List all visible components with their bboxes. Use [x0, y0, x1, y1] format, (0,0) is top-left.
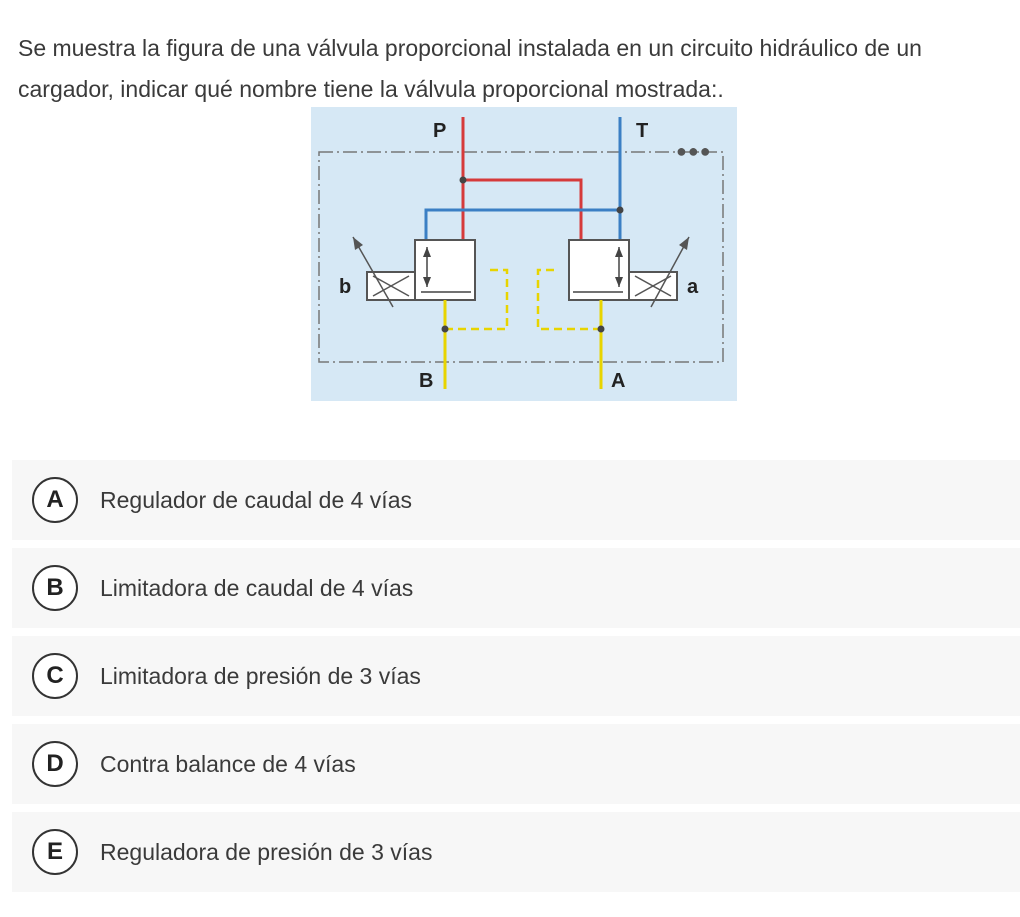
- option-e[interactable]: [12, 812, 1020, 892]
- option-d[interactable]: [12, 724, 1020, 804]
- label-b: b: [339, 276, 352, 298]
- option-b[interactable]: [12, 548, 1020, 628]
- label-t: T: [636, 120, 649, 142]
- option-text-d: Contra balance de 4 vías: [100, 750, 356, 777]
- label-port-a: A: [611, 370, 626, 392]
- left-valve-body: [415, 240, 475, 300]
- ellipsis-icon[interactable]: ●●●: [676, 141, 712, 161]
- option-text-c: Limitadora de presión de 3 vías: [100, 662, 421, 689]
- diagram-background: [311, 107, 737, 401]
- valve-schematic: [311, 107, 737, 401]
- option-letter-a: A: [32, 477, 78, 523]
- option-letter-c: C: [32, 653, 78, 699]
- junction-t: [617, 207, 624, 214]
- option-text-a: Regulador de caudal de 4 vías: [100, 486, 412, 513]
- label-port-b: B: [419, 370, 434, 392]
- hydraulic-valve-diagram: [311, 107, 737, 401]
- option-letter-d: D: [32, 741, 78, 787]
- option-letter-b: B: [32, 565, 78, 611]
- option-text-e: Reguladora de presión de 3 vías: [100, 838, 433, 865]
- option-a[interactable]: [12, 460, 1020, 540]
- junction-p: [460, 177, 467, 184]
- option-c[interactable]: [12, 636, 1020, 716]
- question-text: Se muestra la figura de una válvula proporcional instalada en un circuito hidráulico de un cargador, indicar qué nombre tiene la válvula proporcional mostrada:.: [18, 35, 922, 102]
- option-text-b: Limitadora de caudal de 4 vías: [100, 574, 414, 601]
- label-a: a: [687, 276, 699, 298]
- label-p: P: [433, 120, 447, 142]
- right-valve-body: [569, 240, 629, 300]
- option-letter-e: E: [32, 829, 78, 875]
- answer-options: [12, 460, 1020, 900]
